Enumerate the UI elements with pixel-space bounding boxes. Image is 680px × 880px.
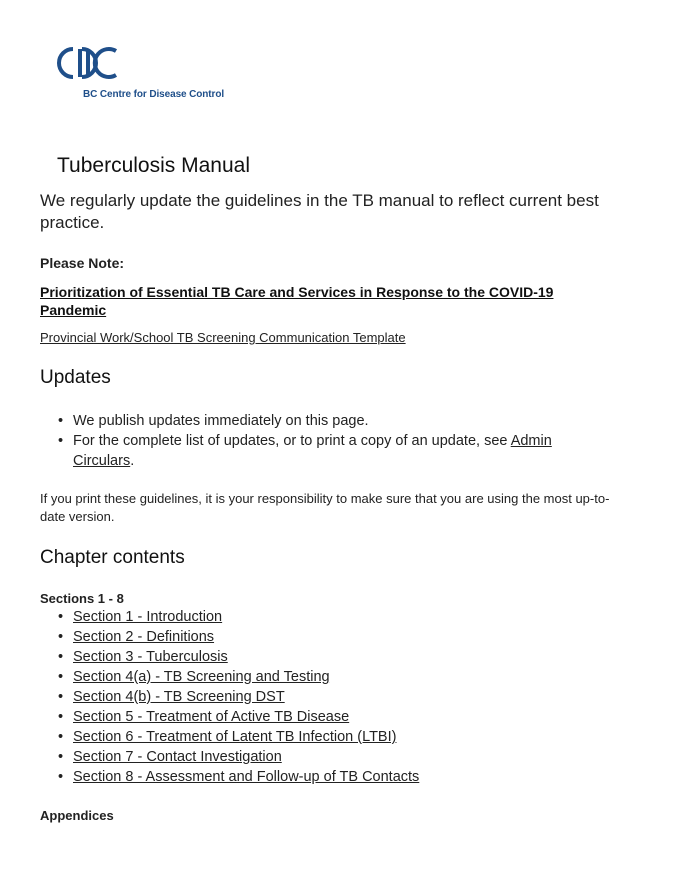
list-item xyxy=(58,767,578,787)
update-bullet-suffix: . xyxy=(130,453,135,469)
print-note: If you print these guidelines, it is your responsibility to make sure that you are using the most up-to-date version. xyxy=(40,491,610,524)
list-item xyxy=(58,687,578,707)
please-note-label: Please Note: xyxy=(40,255,125,271)
sections-label: Sections 1 - 8 xyxy=(40,591,124,606)
bccdc-logo[interactable] xyxy=(56,45,236,107)
chapter-contents-heading: Chapter contents xyxy=(40,547,185,568)
admin-circulars-link[interactable]: Admin Circulars xyxy=(73,433,552,469)
list-item xyxy=(58,647,578,667)
covid-prioritization-link[interactable]: Prioritization of Essential TB Care and Services in Response to the COVID-19 Pandemic xyxy=(40,284,554,318)
list-item xyxy=(58,727,578,747)
sections-list xyxy=(58,607,578,787)
update-bullet-text: For the complete list of updates, or to print a copy of an update, see xyxy=(73,433,511,449)
logo-org-name: BC Centre for Disease Control xyxy=(83,89,225,100)
page-title: Tuberculosis Manual xyxy=(57,154,250,177)
screening-template-link[interactable]: Provincial Work/School TB Screening Communication Template xyxy=(40,330,406,345)
section-1-link[interactable]: Section 1 - Introduction xyxy=(73,609,223,625)
list-item xyxy=(58,707,578,727)
list-item xyxy=(58,667,578,687)
section-5-link[interactable]: Section 5 - Treatment of Active TB Disease xyxy=(73,709,350,725)
updates-heading: Updates xyxy=(40,367,111,388)
section-6-link[interactable]: Section 6 - Treatment of Latent TB Infection (LTBI) xyxy=(73,729,397,745)
section-7-link[interactable]: Section 7 - Contact Investigation xyxy=(73,749,282,765)
section-4b-link[interactable]: Section 4(b) - TB Screening DST xyxy=(73,689,285,705)
section-3-link[interactable]: Section 3 - Tuberculosis xyxy=(73,649,228,665)
list-item xyxy=(58,747,578,767)
list-item xyxy=(58,411,598,431)
list-item xyxy=(58,607,578,627)
intro-text: We regularly update the guidelines in the TB manual to reflect current best practice. xyxy=(40,191,599,232)
section-4a-link[interactable]: Section 4(a) - TB Screening and Testing xyxy=(73,669,330,685)
update-bullet-text: We publish updates immediately on this page. xyxy=(73,413,369,429)
section-8-link[interactable]: Section 8 - Assessment and Follow-up of TB Contacts xyxy=(73,769,420,785)
updates-list xyxy=(58,411,598,471)
section-2-link[interactable]: Section 2 - Definitions xyxy=(73,629,215,645)
list-item xyxy=(58,431,598,471)
list-item xyxy=(58,627,578,647)
cdc-logo-mark-icon xyxy=(56,45,122,81)
appendices-label: Appendices xyxy=(40,808,114,823)
